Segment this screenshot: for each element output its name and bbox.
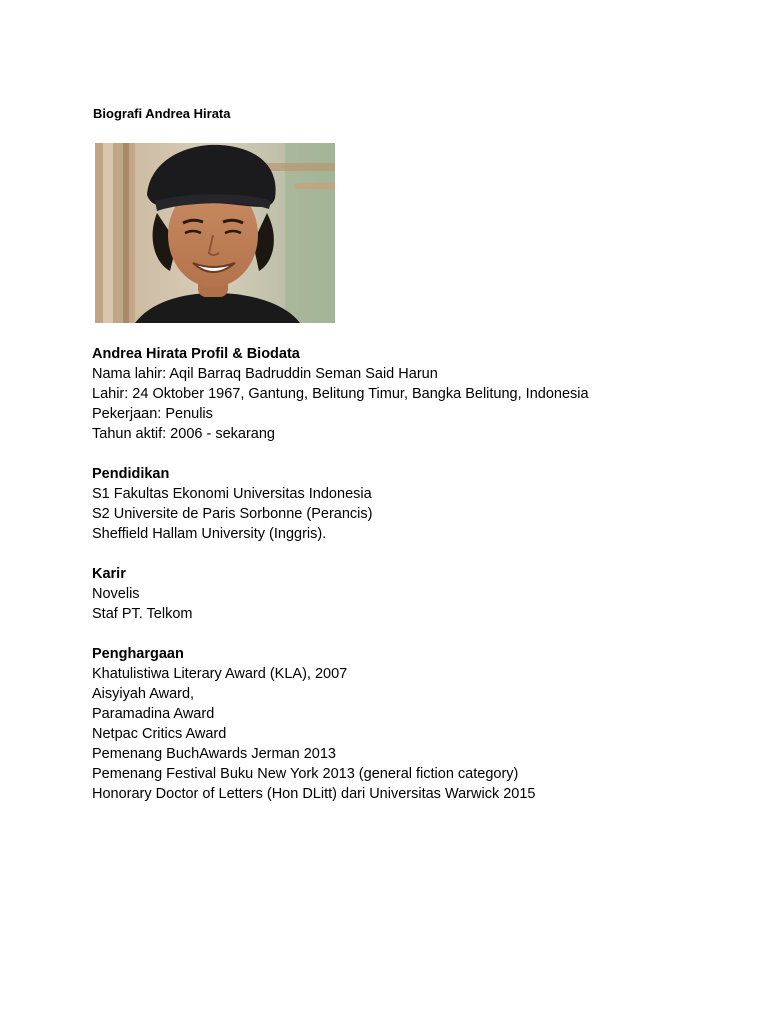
author-photo — [95, 143, 335, 323]
education-heading: Pendidikan — [92, 466, 170, 482]
award-item: Netpac Critics Award — [92, 726, 227, 742]
award-item: Pemenang BuchAwards Jerman 2013 — [92, 746, 336, 762]
career-item: Novelis — [92, 586, 140, 602]
biography-content — [92, 344, 712, 824]
education-section — [92, 464, 712, 544]
awards-heading: Penghargaan — [92, 646, 184, 662]
birth-line: Lahir: 24 Oktober 1967, Gantung, Belitung Timur, Bangka Belitung, Indonesia — [92, 386, 589, 402]
profile-section — [92, 344, 712, 444]
education-item: S1 Fakultas Ekonomi Universitas Indonesia — [92, 486, 372, 502]
awards-section — [92, 644, 712, 804]
education-item: Sheffield Hallam University (Inggris). — [92, 526, 327, 542]
active-years-line: Tahun aktif: 2006 - sekarang — [92, 426, 275, 442]
career-section — [92, 564, 712, 624]
profile-heading: Andrea Hirata Profil & Biodata — [92, 346, 300, 362]
occupation-line: Pekerjaan: Penulis — [92, 406, 213, 422]
award-item: Honorary Doctor of Letters (Hon DLitt) dari Universitas Warwick 2015 — [92, 786, 536, 802]
career-item: Staf PT. Telkom — [92, 606, 193, 622]
career-heading: Karir — [92, 566, 126, 582]
award-item: Pemenang Festival Buku New York 2013 (general fiction category) — [92, 766, 519, 782]
education-item: S2 Universite de Paris Sorbonne (Perancis) — [92, 506, 373, 522]
document-title: Biografi Andrea Hirata — [93, 106, 231, 121]
award-item: Khatulistiwa Literary Award (KLA), 2007 — [92, 666, 348, 682]
birth-name-line: Nama lahir: Aqil Barraq Badruddin Seman Said Harun — [92, 366, 438, 382]
award-item: Aisyiyah Award, — [92, 686, 195, 702]
award-item: Paramadina Award — [92, 706, 215, 722]
